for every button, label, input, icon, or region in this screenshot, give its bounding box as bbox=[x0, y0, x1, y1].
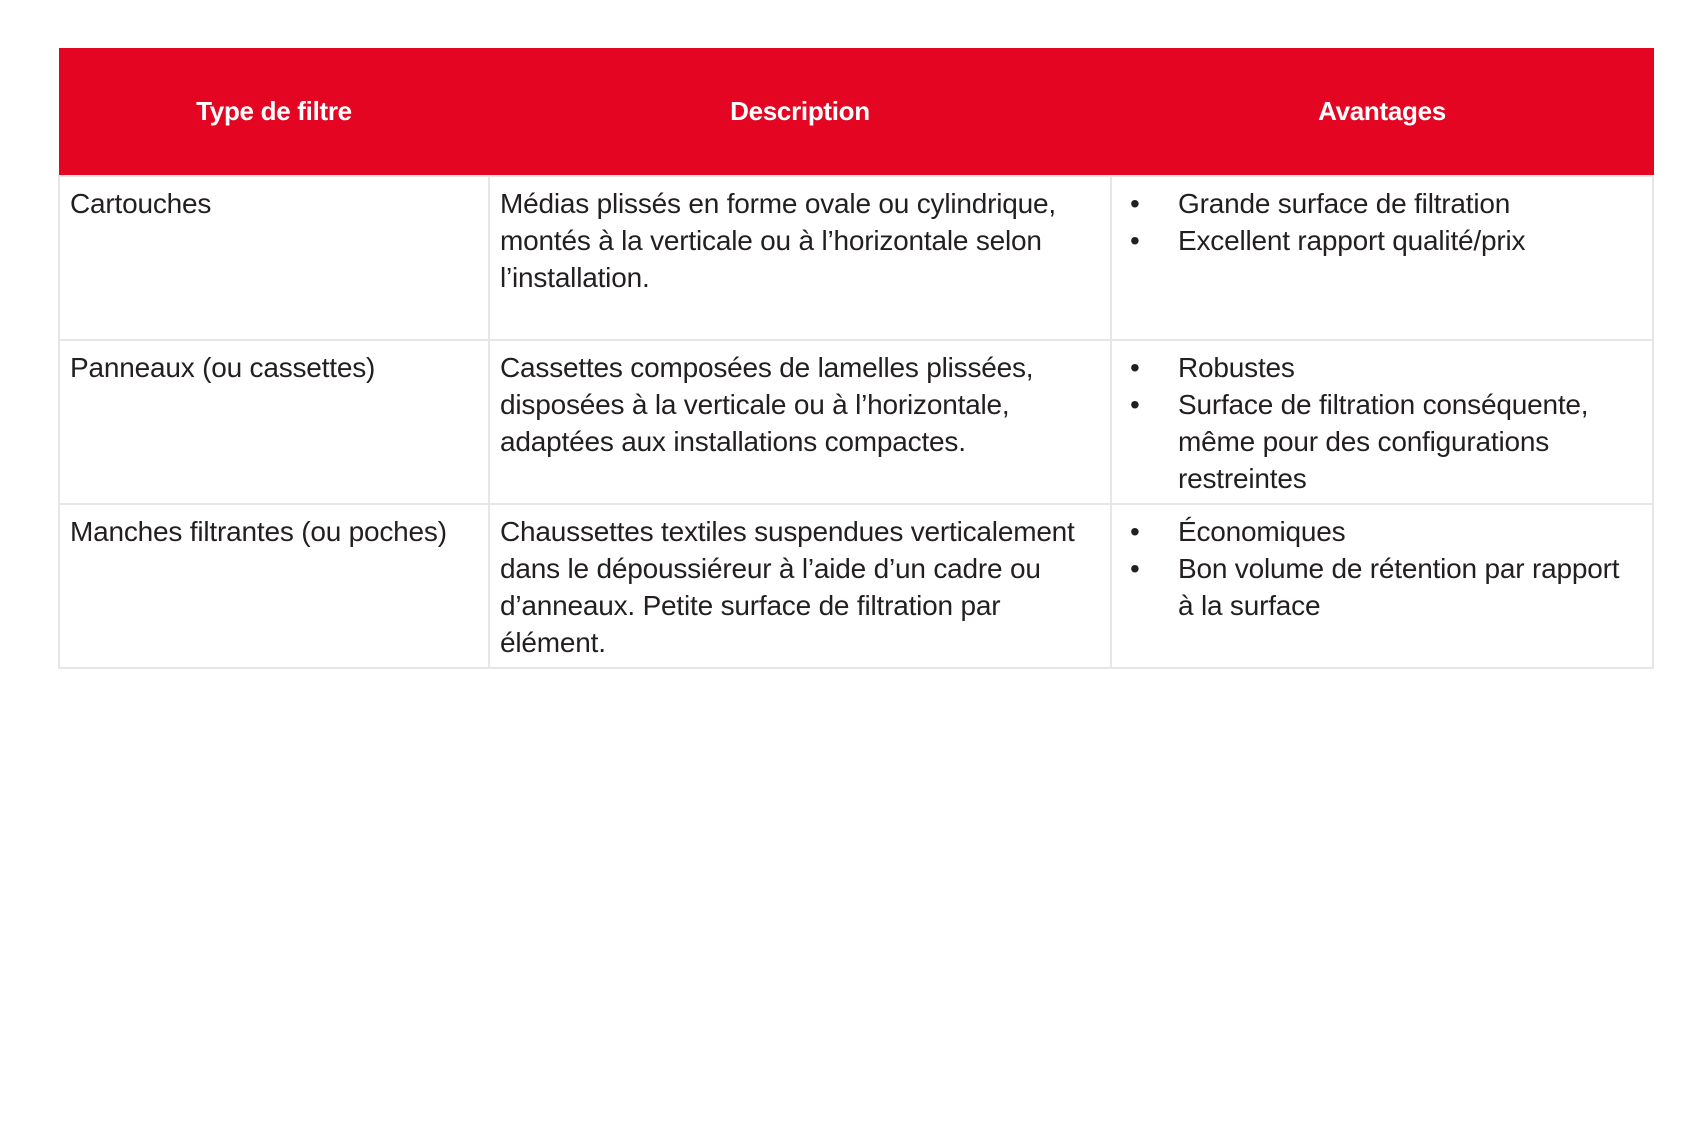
advantage-text: Grande surface de filtration bbox=[1178, 188, 1511, 219]
list-item bbox=[1122, 185, 1642, 222]
advantage-text: Robustes bbox=[1178, 352, 1295, 383]
cell-type: Manches filtrantes (ou poches) bbox=[59, 504, 489, 668]
cell-advantages bbox=[1111, 176, 1653, 340]
bullet-icon: • bbox=[1130, 516, 1140, 547]
advantages-list bbox=[1122, 349, 1642, 497]
bullet-icon: • bbox=[1130, 225, 1140, 256]
table-row bbox=[59, 176, 1653, 340]
advantage-text: Économiques bbox=[1178, 516, 1346, 547]
advantage-text: Excellent rapport qualité/prix bbox=[1178, 225, 1526, 256]
advantages-list bbox=[1122, 513, 1642, 624]
list-item bbox=[1122, 550, 1642, 624]
table-row bbox=[59, 340, 1653, 504]
advantages-list bbox=[1122, 185, 1642, 259]
header-avantages: Avantages bbox=[1111, 48, 1653, 176]
cell-advantages bbox=[1111, 340, 1653, 504]
bullet-icon: • bbox=[1130, 389, 1140, 420]
header-type-de-filtre: Type de filtre bbox=[59, 48, 489, 176]
advantage-text: Surface de filtration conséquente, même pour des configurations restreintes bbox=[1178, 389, 1589, 494]
advantage-text: Bon volume de rétention par rapport à la surface bbox=[1178, 553, 1620, 621]
list-item bbox=[1122, 386, 1642, 497]
cell-type: Cartouches bbox=[59, 176, 489, 340]
bullet-icon: • bbox=[1130, 352, 1140, 383]
cell-description: Chaussettes textiles suspendues verticalement dans le dépoussiéreur à l’aide d’un cadre ou d’anneaux. Petite surface de filtration par élément. bbox=[489, 504, 1111, 668]
list-item bbox=[1122, 349, 1642, 386]
list-item bbox=[1122, 222, 1642, 259]
cell-description: Médias plissés en forme ovale ou cylindrique, montés à la verticale ou à l’horizontale selon l’installation. bbox=[489, 176, 1111, 340]
table-header-row bbox=[59, 48, 1653, 176]
bullet-icon: • bbox=[1130, 553, 1140, 584]
bullet-icon: • bbox=[1130, 188, 1140, 219]
cell-type: Panneaux (ou cassettes) bbox=[59, 340, 489, 504]
list-item bbox=[1122, 513, 1642, 550]
cell-description: Cassettes composées de lamelles plissées, disposées à la verticale ou à l’horizontale, adaptées aux installations compactes. bbox=[489, 340, 1111, 504]
header-description: Description bbox=[489, 48, 1111, 176]
filter-types-table bbox=[58, 48, 1654, 669]
table-row bbox=[59, 504, 1653, 668]
cell-advantages bbox=[1111, 504, 1653, 668]
